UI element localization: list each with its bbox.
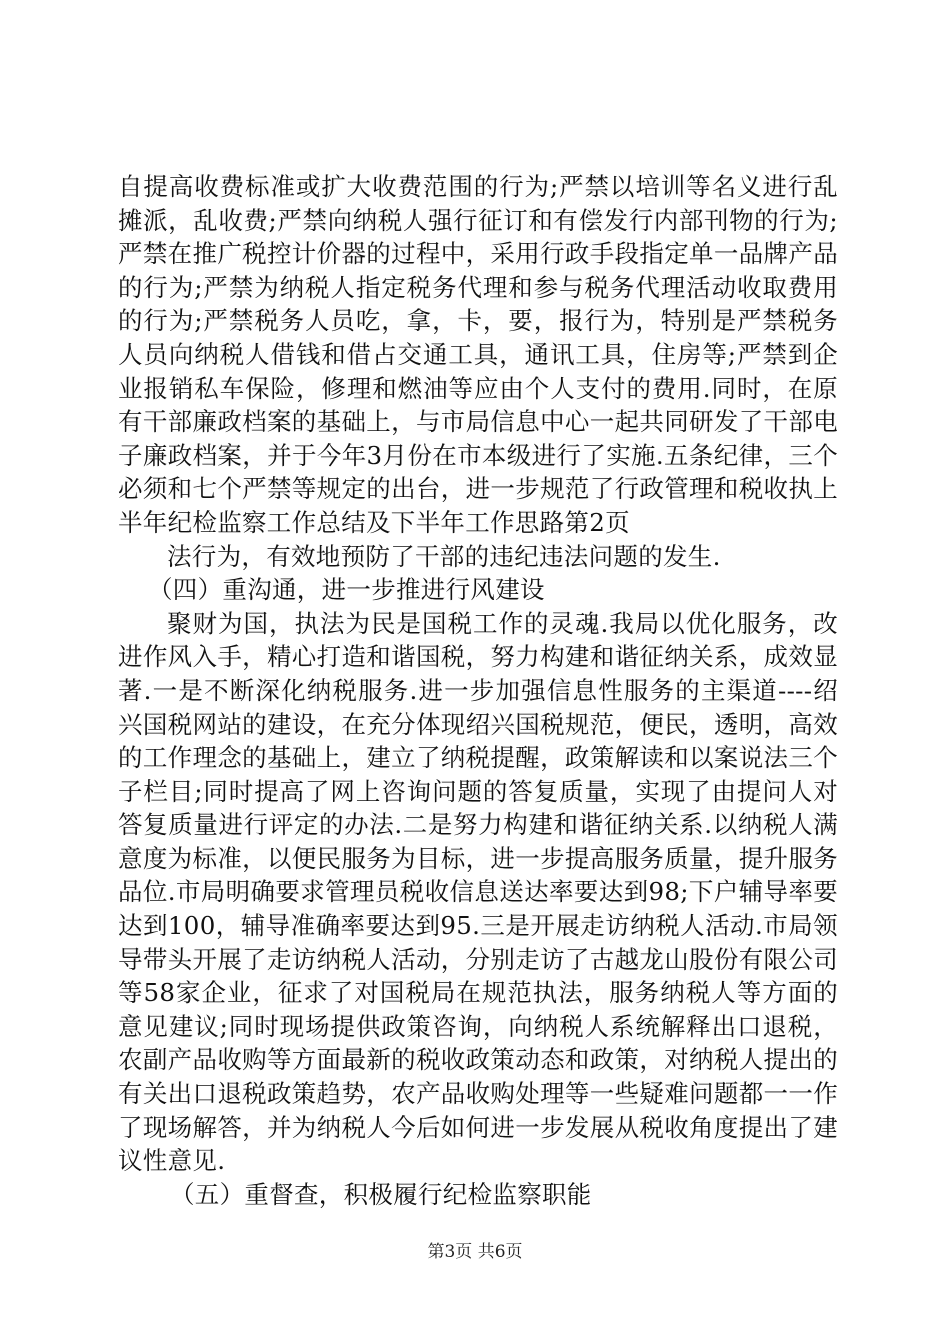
document-body bbox=[118, 170, 838, 1211]
section-heading-4: （四）重沟通，进一步推进行风建设 bbox=[148, 575, 545, 605]
page-number-footer: 第3页 共6页 bbox=[427, 1242, 523, 1262]
section-heading-5: （五）重督查，积极履行纪检监察职能 bbox=[170, 1179, 592, 1209]
paragraph-discipline-rules: 自提高收费标准或扩大收费范围的行为;严禁以培训等名义进行乱摊派，乱收费;严禁向纳税人强行征订和有偿发行内部刊物的行为;严禁在推广税控计价器的过程中，采用行政手段指定单一品牌产品的行为;严禁为纳税人指定税务代理和参与税务代理活动收取费用的行为;严禁税务人员吃，拿，卡，要，报行为，特别是严禁税务人员向纳税人借钱和借占交通工具，通讯工具，住房等;严禁到企业报销私车保险，修理和燃油等应由个人支付的费用.同时，在原有干部廉政档案的基础上，与市局信息中心一起共同研发了干部电子廉政档案，并于今年3月份在市本级进行了实施.五条纪律，三个必须和七个严禁等规定的出台，进一步规范了行政管理和税收执上半年纪检监察工作总结及下半年工作思路第2页 bbox=[118, 172, 838, 537]
paragraph-prevention-result: 法行为，有效地预防了干部的违纪违法问题的发生. bbox=[167, 541, 721, 571]
paragraph-section-4-body: 聚财为国，执法为民是国税工作的灵魂.我局以优化服务，改进作风入手，精心打造和谐国税，努力构建和谐征纳关系，成效显著.一是不断深化纳税服务.进一步加强信息性服务的主渠道----绍兴国税网站的建设，在充分体现绍兴国税规范，便民，透明，高效的工作理念的基础上，建立了纳税提醒，政策解读和以案说法三个子栏目;同时提高了网上咨询问题的答复质量，实现了由提问人对答复质量进行评定的办法.二是努力构建和谐征纳关系.以纳税人满意度为标准，以便民服务为目标，进一步提高服务质量，提升服务品位.市局明确要求管理员税收信息送达率要达到98;下户辅导率要达到100，辅导准确率要达到95.三是开展走访纳税人活动.市局领导带头开展了走访纳税人活动，分别走访了古越龙山股份有限公司等58家企业，征求了对国税局在规范执法，服务纳税人等方面的意见建议;同时现场提供政策咨询，向纳税人系统解释出口退税，农副产品收购等方面最新的税收政策动态和政策，对纳税人提出的有关出口退税政策趋势，农产品收购处理等一些疑难问题都一一作了现场解答，并为纳税人今后如何进一步发展从税收角度提出了建议性意见. bbox=[118, 608, 838, 1176]
